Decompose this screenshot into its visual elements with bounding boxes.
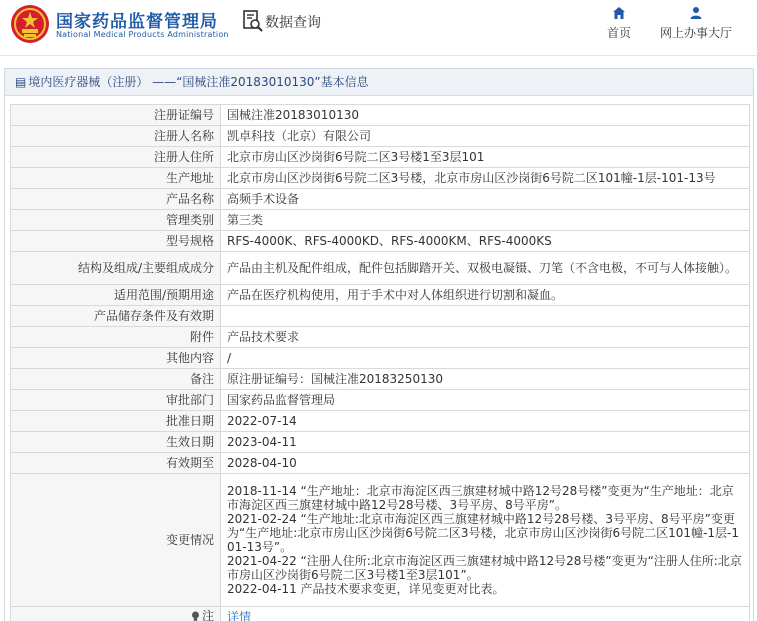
- field-label: 生产地址: [11, 168, 221, 189]
- field-label: 审批部门: [11, 390, 221, 411]
- detail-panel: [4, 68, 754, 621]
- field-value: RFS-4000K、RFS-4000KD、RFS-4000KM、RFS-4000KS: [221, 231, 750, 252]
- note-label-cell: [11, 607, 221, 621]
- field-value: 凯卓科技（北京）有限公司: [221, 126, 750, 147]
- field-label: 注册人名称: [11, 126, 221, 147]
- field-label: 附件: [11, 327, 221, 348]
- home-icon: [612, 6, 626, 20]
- site-logo[interactable]: [10, 4, 229, 46]
- table-row: [11, 168, 750, 189]
- field-value: [221, 306, 750, 327]
- field-value: 产品在医疗机构使用，用于手术中对人体组织进行切割和凝血。: [221, 285, 750, 306]
- field-value: 产品由主机及配件组成，配件包括脚踏开关、双极电凝镊、刀笔（不含电极，不可与人体接触）。: [221, 252, 750, 285]
- table-row: [11, 390, 750, 411]
- note-label: 注: [201, 609, 214, 621]
- field-value: 第三类: [221, 210, 750, 231]
- nav-online-service[interactable]: [655, 6, 737, 41]
- table-row: [11, 285, 750, 306]
- detail-link[interactable]: 详情: [227, 610, 252, 621]
- field-label: 变更情况: [11, 474, 221, 607]
- table-row: [11, 231, 750, 252]
- field-label: 有效期至: [11, 453, 221, 474]
- national-emblem-icon: [10, 4, 50, 44]
- note-value: [221, 607, 750, 621]
- field-value: /: [221, 348, 750, 369]
- org-name-en: National Medical Products Administration: [56, 30, 229, 39]
- table-row: [11, 411, 750, 432]
- change-history: [221, 474, 750, 607]
- nav-online-label: 网上办事大厅: [659, 26, 732, 40]
- lightbulb-icon: [191, 611, 200, 621]
- field-value: 高频手术设备: [221, 189, 750, 210]
- field-value: 2022-07-14: [221, 411, 750, 432]
- field-value: 原注册证编号：国械注准20183250130: [221, 369, 750, 390]
- field-label: 结构及组成/主要组成成分: [11, 252, 221, 285]
- change-item: 2018-11-14 “生产地址：北京市海淀区西三旗建材城中路12号28号楼”变更为“生产地址：北京市海淀区西三旗建材城中路12号28号楼、3号平房、8号平房”。: [227, 484, 734, 512]
- table-row: [11, 348, 750, 369]
- change-item: 2021-02-24 “生产地址:北京市海淀区西三旗建材城中路12号28号楼、3号平房、8号平房”变更为“生产地址:北京市房山区沙岗街6号院二区3号楼，北京市房山区沙岗街6号院二区101幢-1层-101-13号”。: [227, 512, 740, 554]
- field-value: 产品技术要求: [221, 327, 750, 348]
- table-row: [11, 252, 750, 285]
- site-header: [0, 0, 757, 56]
- change-item: 2021-04-22 “注册人住所:北京市海淀区西三旗建材城中路12号28号楼”变更为“注册人住所:北京市房山区沙岗街6号院二区3号楼1至3层101”。: [227, 554, 742, 582]
- document-search-icon: [243, 10, 263, 32]
- table-row: [11, 126, 750, 147]
- title-separator: ——: [152, 75, 177, 89]
- nav-home-label: 首页: [606, 26, 631, 40]
- field-value: 国械注准20183010130: [221, 105, 750, 126]
- field-value: 北京市房山区沙岗街6号院二区3号楼1至3层101: [221, 147, 750, 168]
- table-row-note: [11, 607, 750, 621]
- change-item: 2022-04-11 产品技术要求变更，详见变更对比表。: [227, 582, 505, 596]
- field-value: 北京市房山区沙岗街6号院二区3号楼，北京市房山区沙岗街6号院二区101幢-1层-101-13号: [221, 168, 750, 189]
- table-row: [11, 147, 750, 168]
- field-label: 管理类别: [11, 210, 221, 231]
- field-label: 注册人住所: [11, 147, 221, 168]
- table-row: [11, 369, 750, 390]
- field-label: 批准日期: [11, 411, 221, 432]
- field-value: 国家药品监督管理局: [221, 390, 750, 411]
- field-label: 备注: [11, 369, 221, 390]
- field-value: 2028-04-10: [221, 453, 750, 474]
- field-label: 产品储存条件及有效期: [11, 306, 221, 327]
- user-icon: [689, 6, 703, 20]
- table-row: [11, 210, 750, 231]
- detail-table: [10, 104, 750, 621]
- table-row: [11, 306, 750, 327]
- nav-home[interactable]: [598, 6, 640, 41]
- field-label: 其他内容: [11, 348, 221, 369]
- data-query-label: 数据查询: [265, 15, 321, 31]
- list-bullet-icon: ▤: [15, 75, 27, 89]
- field-value: 2023-04-11: [221, 432, 750, 453]
- table-row: [11, 453, 750, 474]
- org-name-cn: 国家药品监督管理局: [56, 12, 218, 32]
- table-row: [11, 432, 750, 453]
- table-row-changes: [11, 474, 750, 607]
- field-label: 适用范围/预期用途: [11, 285, 221, 306]
- table-row: [11, 327, 750, 348]
- field-label: 型号规格: [11, 231, 221, 252]
- field-label: 生效日期: [11, 432, 221, 453]
- table-row: [11, 105, 750, 126]
- record-title: “国械注准20183010130”基本信息: [176, 75, 369, 89]
- table-row: [11, 189, 750, 210]
- breadcrumb-section: 境内医疗器械（注册）: [28, 75, 149, 89]
- field-label: 注册证编号: [11, 105, 221, 126]
- field-label: 产品名称: [11, 189, 221, 210]
- panel-title: [5, 69, 753, 96]
